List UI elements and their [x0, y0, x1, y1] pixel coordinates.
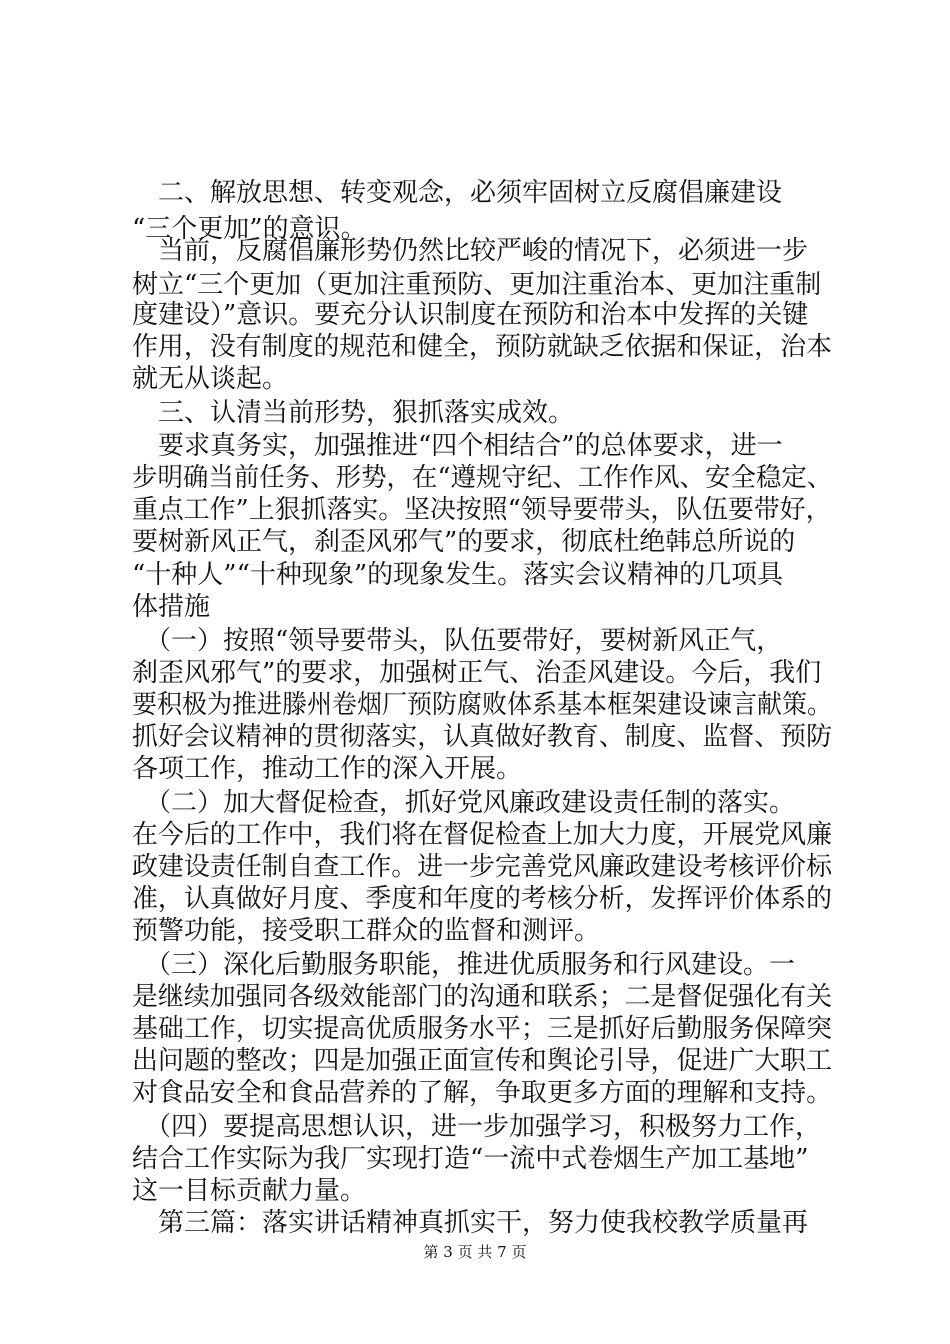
text-line: 作用，没有制度的规范和健全，预防就缺乏依据和保证，治本	[132, 332, 833, 362]
text-line: 刹歪风邪气”的要求，加强树正气、治歪风建设。今后，我们	[132, 658, 822, 688]
text-line: “十种人”“十种现象”的现象发生。落实会议精神的几项具	[132, 560, 784, 590]
text-line: 准，认真做好月度、季度和年度的考核分析，发挥评价体系的	[132, 884, 833, 914]
text-line: （四）要提高思想认识，进一步加强学习，积极努力工作，	[132, 1112, 822, 1142]
text-line: 基础工作，切实提高优质服务水平；三是抓好后勤服务保障突	[132, 1014, 833, 1044]
text-line: 当前，反腐倡廉形势仍然比较严峻的情况下，必须进一步	[132, 236, 809, 266]
text-line: 要求真务实，加强推进“四个相结合”的总体要求，进一	[132, 431, 783, 461]
text-line: 出问题的整改；四是加强正面宣传和舆论引导，促进广大职工	[132, 1046, 833, 1076]
text-line: 就无从谈起。	[132, 364, 289, 394]
text-line: 这一目标贡献力量。	[132, 1176, 367, 1206]
page-number: 第 3 页 共 7 页	[423, 1243, 527, 1261]
text-line: 预警功能，接受职工群众的监督和测评。	[132, 916, 601, 946]
text-line: 在今后的工作中，我们将在督促检查上加大力度，开展党风廉	[132, 820, 833, 850]
text-line: 对食品安全和食品营养的了解，争取更多方面的理解和支持。	[132, 1078, 833, 1108]
text-line: 政建设责任制自查工作。进一步完善党风廉政建设考核评价标	[132, 852, 833, 882]
text-line: 重点工作”上狠抓落实。坚决按照“领导要带头，队伍要带好，	[132, 495, 832, 525]
text-line: （一）按照“领导要带头，队伍要带好，要树新风正气，	[132, 626, 783, 656]
text-line: 各项工作，推动工作的深入开展。	[132, 754, 523, 784]
text-line: 是继续加强同各级效能部门的沟通和联系；二是督促强化有关	[132, 982, 833, 1012]
text-line: 二、解放思想、转变观念，必须牢固树立反腐倡廉建设	[132, 178, 783, 208]
text-line: 要树新风正气，刹歪风邪气”的要求，彻底杜绝韩总所说的	[132, 527, 796, 557]
text-line: （二）加大督促检查，抓好党风廉政建设责任制的落实。	[132, 788, 796, 818]
text-line: 体措施	[132, 592, 211, 622]
text-line: 第三篇：落实讲话精神真抓实干，努力使我校教学质量再	[132, 1208, 809, 1238]
text-line: （三）深化后勤服务职能，推进优质服务和行风建设。一	[132, 950, 796, 980]
text-line: 抓好会议精神的贯彻落实，认真做好教育、制度、监督、预防	[132, 722, 833, 752]
text-line: 步明确当前任务、形势，在“遵规守纪、工作作风、安全稳定、	[132, 463, 833, 493]
text-line: 树立“三个更加（更加注重预防、更加注重治本、更加注重制	[132, 270, 822, 300]
text-line: 度建设）”意识。要充分认识制度在预防和治本中发挥的关键	[132, 300, 809, 330]
text-line: 要积极为推进滕州卷烟厂预防腐败体系基本框架建设谏言献策。	[132, 690, 832, 720]
text-line: “三个更加”的意识。	[132, 214, 367, 244]
text-line: 结合工作实际为我厂实现打造“一流中式卷烟生产加工基地”	[132, 1144, 809, 1174]
text-line: 三、认清当前形势，狠抓落实成效。	[132, 398, 575, 428]
